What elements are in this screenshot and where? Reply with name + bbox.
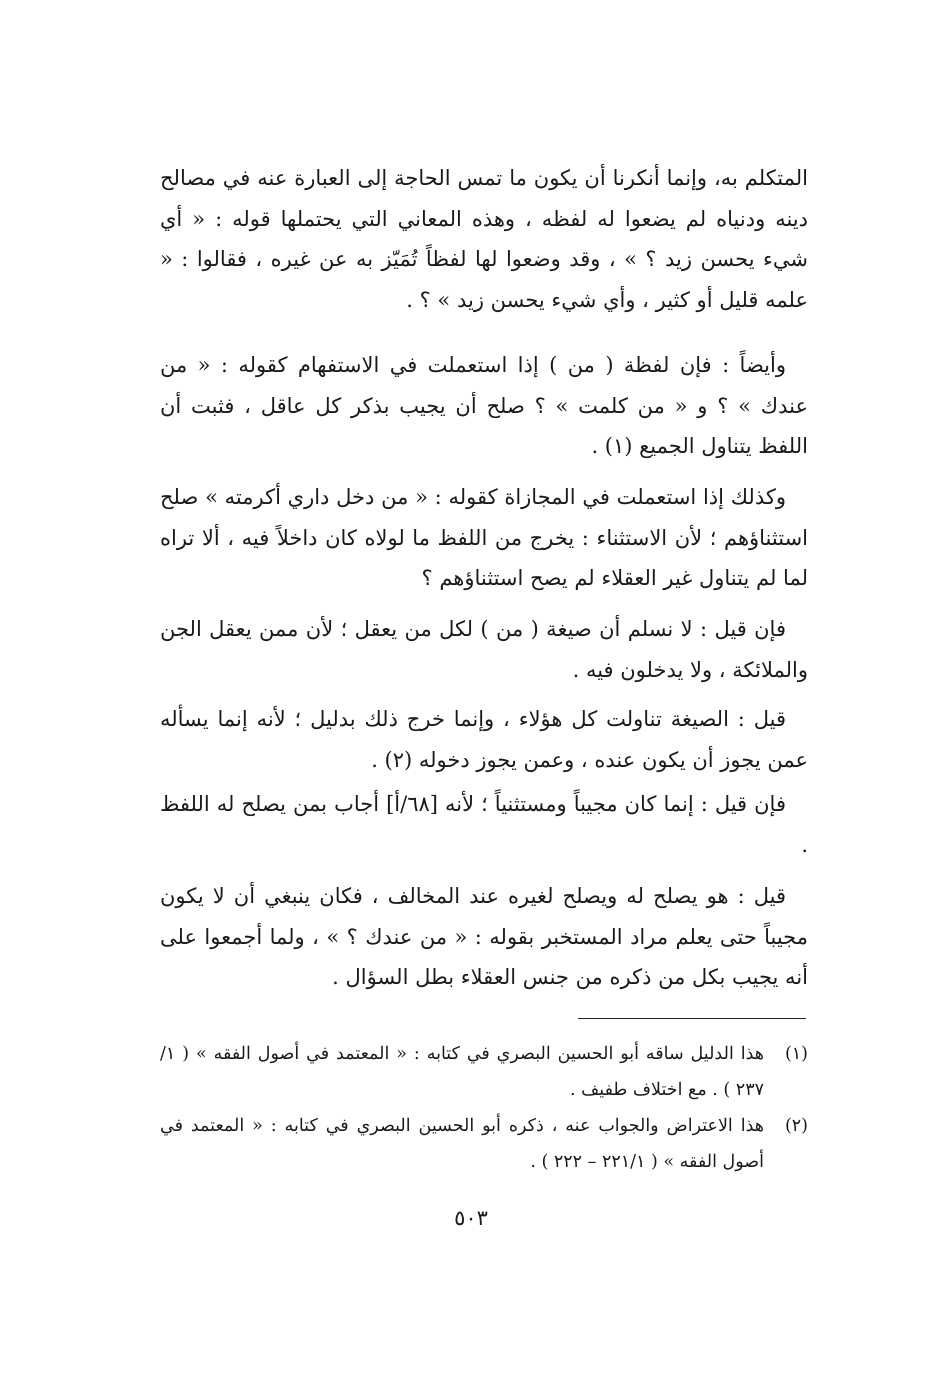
footnote-text: هذا الدليل ساقه أبو الحسين البصري في كتابه : « المعتمد في أصول الفقه » ( ١/ ٢٣٧ ) . مع اختلاف طفيف . [160, 1044, 764, 1100]
footnote-number: (٢) [784, 1116, 808, 1136]
body-paragraph [160, 609, 808, 690]
paragraph-text: وكذلك إذا استعملت في المجازاة كقوله : « من دخل داري أكرمته » صلح استثناؤهم ؛ لأن الاستثناء : يخرج من اللفظ ما لولاه كان داخلاً فيه ، ألا تراه لما لم يتناول غير العقلاء لم يصح استثناؤهم ؟ [160, 485, 808, 590]
body-paragraph [160, 477, 808, 599]
paragraph-text: قيل : هو يصلح له ويصلح لغيره عند المخالف ، فكان ينبغي أن لا يكون مجيباً حتى يعلم مراد المستخبر بقوله : « من عندك ؟ » ، ولما أجمعوا على أنه يجيب بكل من ذكره من جنس العقلاء بطل السؤال . [160, 884, 808, 989]
page-number: ٥٠٣ [454, 1206, 488, 1230]
footnote [160, 1108, 808, 1180]
footnotes-section [160, 1036, 808, 1180]
paragraph-text: المتكلم به، وإنما أنكرنا أن يكون ما تمس الحاجة إلى العبارة عنه في مصالح دينه ودنياه لم يضعوا له لفظه ، وهذه المعاني التي يحتملها قوله : « أي شيء يحسن زيد ؟ » ، وقد وضعوا لها لفظاً تُمَيّز به عن غيره ، فقالوا : « علمه قليل أو كثير ، وأي شيء يحسن زيد » ؟ . [160, 166, 808, 312]
footnote-text: هذا الاعتراض والجواب عنه ، ذكره أبو الحسين البصري في كتابه : « المعتمد في أصول الفقه » ( ٢٢١/١ – ٢٢٢ ) . [160, 1116, 764, 1172]
footnote-number: (١) [784, 1044, 808, 1064]
footnote [160, 1036, 808, 1108]
body-paragraph [160, 876, 808, 998]
paragraph-text: فإن قيل : لا نسلم أن صيغة ( من ) لكل من يعقل ؛ لأن ممن يعقل الجن والملائكة ، ولا يدخلون فيه . [160, 617, 808, 682]
footnote-divider [578, 1018, 806, 1019]
body-paragraph [160, 699, 808, 780]
paragraph-text: وأيضاً : فإن لفظة ( من ) إذا استعملت في الاستفهام كقوله : « من عندك » ؟ و « من كلمت » ؟ صلح أن يجيب بذكر كل عاقل ، فثبت أن اللفظ يتناول الجميع (١) . [160, 353, 808, 458]
body-paragraph [160, 345, 808, 467]
body-paragraph [160, 784, 808, 865]
body-paragraph [160, 158, 808, 320]
paragraph-text: قيل : الصيغة تناولت كل هؤلاء ، وإنما خرج ذلك بدليل ؛ لأنه إنما يسأله عمن يجوز أن يكون عنده ، وعمن يجوز دخوله (٢) . [160, 707, 808, 772]
paragraph-text: فإن قيل : إنما كان مجيباً ومستثنياً ؛ لأنه [٦٨/أ] أجاب بمن يصلح له اللفظ . [160, 792, 808, 857]
